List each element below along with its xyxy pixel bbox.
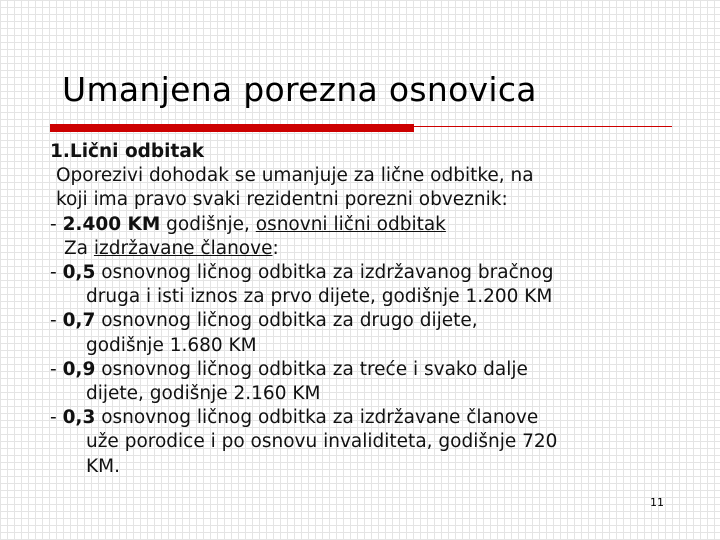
dependents-line [50, 237, 690, 261]
list-item-text: osnovnog ličnog odbitka za treće i svako dalje [95, 358, 528, 380]
deduction-factor: 0,9 [62, 358, 96, 380]
intro-line-1: Oporezivi dohodak se umanjuje za lične odbitke, na [56, 165, 534, 187]
dependents-prefix: Za [64, 237, 94, 259]
slide-title: Umanjena porezna osnovica [62, 70, 537, 109]
intro-line-2: koji ima pravo svaki rezidentni porezni obveznik: [56, 189, 508, 211]
list-item-continuation: KM. [86, 455, 120, 477]
section-heading [50, 140, 690, 164]
basic-deduction-text: godišnje, [160, 213, 256, 235]
title-underline-line [414, 126, 672, 127]
list-item-continuation: druga i isti iznos za prvo dijete, godišnje 1.200 KM [86, 286, 553, 308]
list-item-text: osnovnog ličnog odbitka za izdržavane članove [95, 407, 539, 429]
list-dash: - [50, 407, 63, 429]
list-dash: - [50, 358, 63, 380]
list-item-continuation: uže porodice i po osnovu invaliditeta, godišnje 720 [86, 431, 558, 453]
list-item [50, 358, 690, 382]
list-item [50, 406, 690, 430]
list-item-text: osnovnog ličnog odbitka za drugo dijete, [95, 310, 478, 332]
slide-number: 11 [650, 496, 664, 509]
list-dash: - [50, 310, 63, 332]
list-dash: - [50, 262, 63, 284]
dependents-term: izdržavane članove [93, 237, 273, 259]
basic-deduction-term: osnovni lični odbitak [255, 213, 446, 235]
list-dash: - [50, 213, 63, 235]
deduction-factor: 0,7 [62, 310, 96, 332]
section-heading-text: 1.Lični odbitak [50, 141, 205, 162]
list-item [50, 261, 690, 285]
basic-deduction-line [50, 213, 690, 237]
list-item-continuation: godišnje 1.680 KM [86, 334, 257, 356]
slide-body [50, 140, 690, 479]
dependents-suffix: : [272, 237, 279, 259]
deduction-factor: 0,3 [62, 407, 96, 429]
list-item-continuation: dijete, godišnje 2.160 KM [86, 383, 321, 405]
list-item-text: osnovnog ličnog odbitka za izdržavanog bračnog [95, 262, 554, 284]
deduction-factor: 0,5 [62, 262, 96, 284]
list-item [50, 309, 690, 333]
title-underline-bar [50, 124, 414, 132]
basic-deduction-amount: 2.400 KM [62, 213, 161, 235]
